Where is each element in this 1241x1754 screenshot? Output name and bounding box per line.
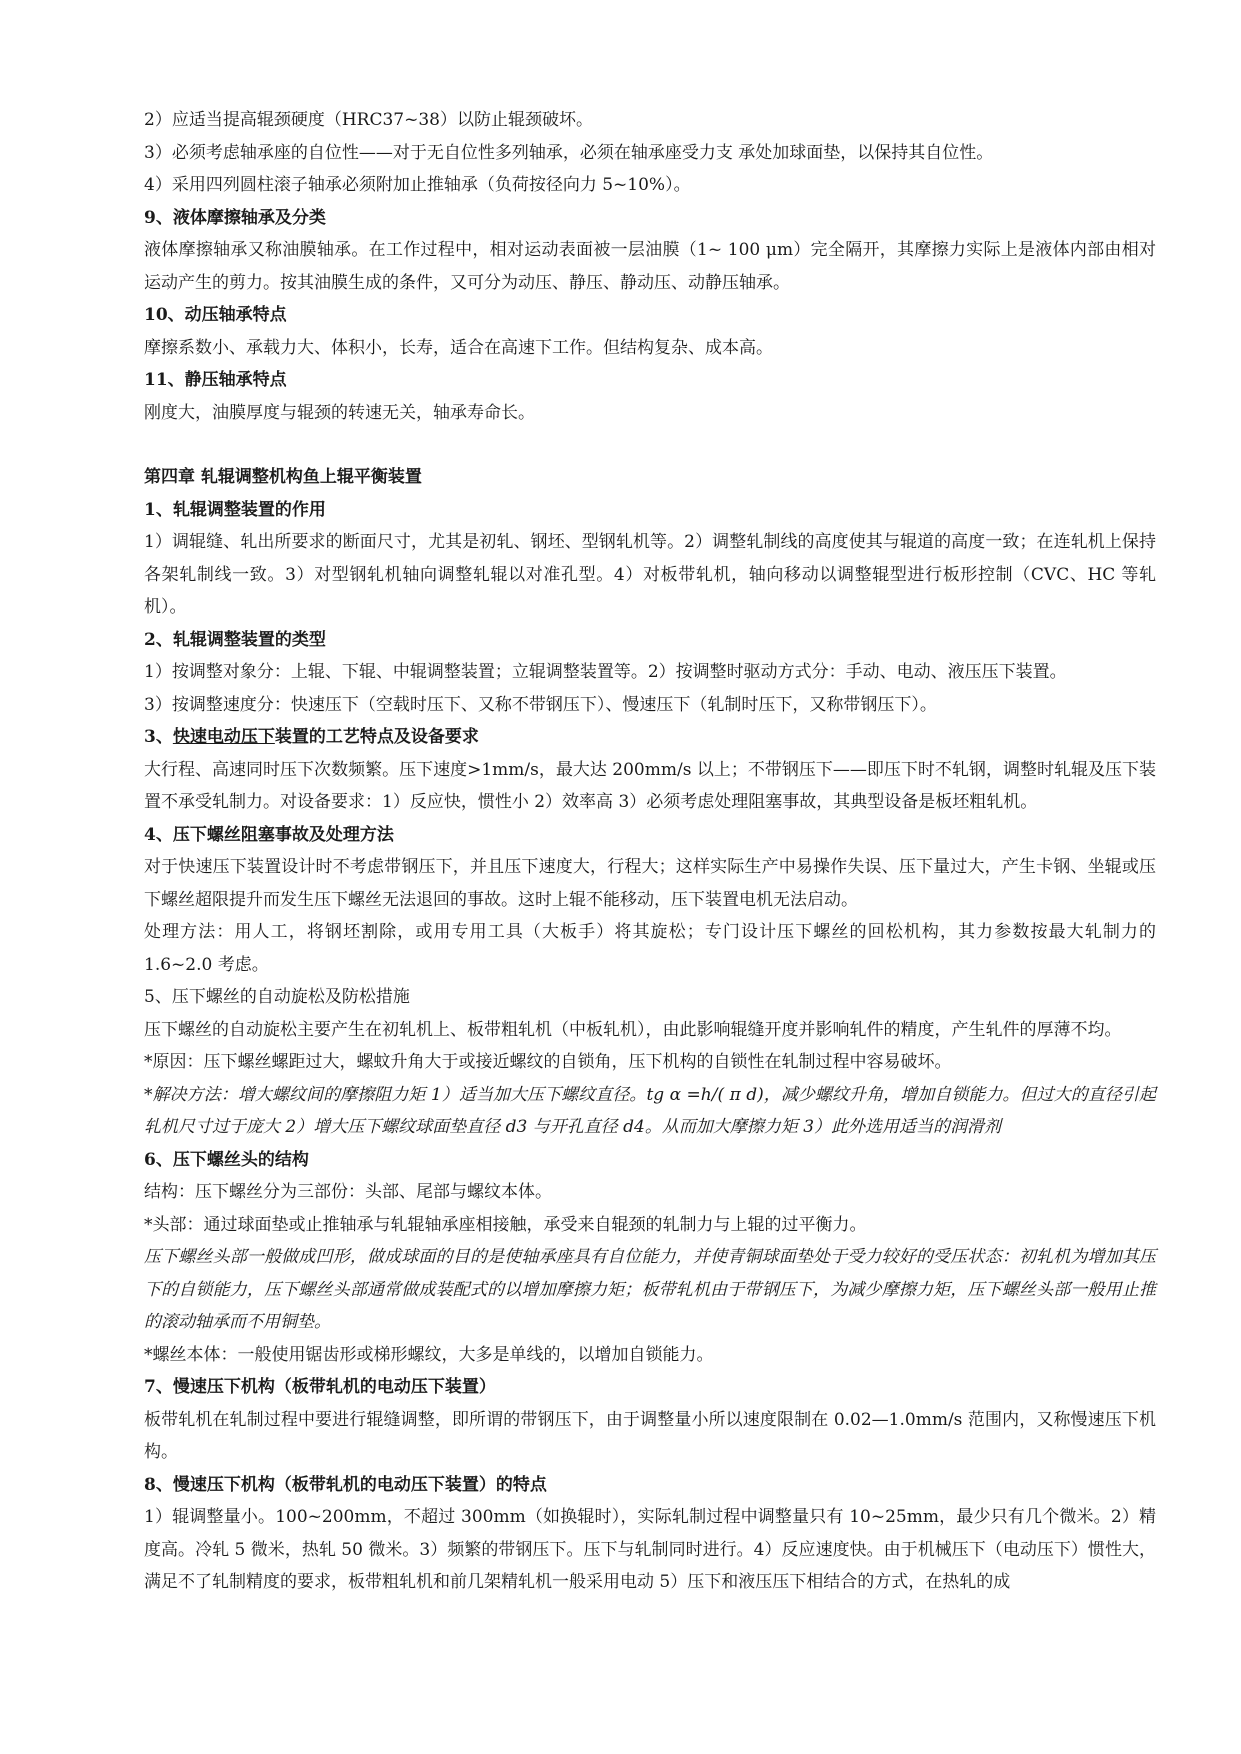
paragraph: 3）按调整速度分：快速压下（空载时压下、又称不带钢压下）、慢速压下（轧制时压下，又称带钢压下）。 (144, 694, 937, 715)
document-body (144, 104, 1156, 1599)
section-heading: 10、动压轴承特点 (144, 305, 287, 325)
paragraph: 结构：压下螺丝分为三部份：头部、尾部与螺纹本体。 (144, 1182, 552, 1202)
paragraph: 1）按调整对象分：上辊、下辊、中辊调整装置；立辊调整装置等。2）按调整时驱动方式分：手动、电动、液压压下装置。 (144, 662, 1067, 682)
section-heading: 8、慢速压下机构（板带轧机的电动压下装置）的特点 (144, 1474, 547, 1495)
paragraph: 对于快速压下装置设计时不考虑带钢压下，并且压下速度大，行程大；这样实际生产中易操作失误、压下量过大，产生卡钢、坐辊或压下螺丝超限提升而发生压下螺丝无法退回的事故。这时上辊不能移动，压下装置电机无法启动。 (144, 857, 1156, 910)
section-heading: 7、慢速压下机构（板带轧机的电动压下装置） (144, 1377, 496, 1397)
paragraph: 板带轧机在轧制过程中要进行辊缝调整，即所谓的带钢压下，由于调整量小所以速度限制在 0.02—1.0mm/s 范围内，又称慢速压下机构。 (144, 1409, 1156, 1462)
paragraph: *头部：通过球面垫或止推轴承与轧辊轴承座相接触，承受来自辊颈的轧制力与上辊的过平衡力。 (144, 1214, 867, 1235)
paragraph: 1）调辊缝、轧出所要求的断面尺寸，尤其是初轧、钢坯、型钢轧机等。2）调整轧制线的高度使其与辊道的高度一致；在连轧机上保持各架轧制线一致。3）对型钢轧机轴向调整轧辊以对准孔型。4）对板带轧机，轴向移动以调整辊型进行板形控制（CVC、HC 等轧机）。 (144, 532, 1156, 617)
paragraph: 摩擦系数小、承载力大、体积小，长寿，适合在高速下工作。但结构复杂、成本高。 (144, 337, 773, 358)
section-heading: 9、液体摩擦轴承及分类 (144, 207, 326, 228)
heading-rest: 装置的工艺特点及设备要求 (274, 727, 479, 747)
paragraph-italic: *解决方法：增大螺纹间的摩擦阻力矩 1）适当加大压下螺纹直径。tg α =h/( π d)，减少螺纹升角，增加自锁能力。但过大的直径引起轧机尺寸过于庞大 2）增大压下螺纹球面垫直径 d3 与开孔直径 d4。从而加大摩擦力矩 3）此外选用适当的润滑剂 (144, 1084, 1156, 1137)
section-heading: 1、轧辊调整装置的作用 (144, 499, 326, 520)
paragraph: 大行程、高速同时压下次数频繁。压下速度>1mm/s，最大达 200mm/s 以上；不带钢压下——即压下时不轧钢，调整时轧辊及压下装置不承受轧制力。对设备要求：1）反应快，惯性小 2）效率高 3）必须考虑处理阻塞事故，其典型设备是板坯粗轧机。 (144, 759, 1156, 812)
paragraph: 1）辊调整量小。100~200mm，不超过 300mm（如换辊时），实际轧制过程中调整量只有 10~25mm，最少只有几个微米。2）精度高。冷轧 5 微米，热轧 50 微米。3）频繁的带钢压下。压下与轧制同时进行。4）反应速度快。由于机械压下（电动压下）惯性大，满足不了轧制精度的要求，板带粗轧机和前几架精轧机一般采用电动 5）压下和液压压下相结合的方式，在热轧的成 (144, 1507, 1156, 1592)
paragraph: 处理方法：用人工，将钢坯割除，或用专用工具（大板手）将其旋松；专门设计压下螺丝的回松机构，其力参数按最大轧制力的 1.6~2.0 考虑。 (144, 922, 1156, 975)
paragraph: 3）必须考虑轴承座的自位性——对于无自位性多列轴承，必须在轴承座受力支 承处加球面垫，以保持其自位性。 (144, 142, 994, 163)
paragraph: *螺丝本体：一般使用锯齿形或梯形螺纹，大多是单线的，以增加自锁能力。 (144, 1344, 714, 1365)
paragraph: 2）应适当提高辊颈硬度（HRC37~38）以防止辊颈破坏。 (144, 110, 593, 130)
paragraph: 4）采用四列圆柱滚子轴承必须附加止推轴承（负荷按径向力 5~10%）。 (144, 175, 691, 195)
paragraph: 刚度大，油膜厚度与辊颈的转速无关，轴承寿命长。 (144, 402, 535, 423)
heading-number: 3、 (144, 727, 173, 747)
section-heading: 11、静压轴承特点 (144, 370, 287, 390)
chapter-title: 第四章 轧辊调整机构鱼上辊平衡装置 (144, 467, 422, 487)
section-heading: 4、压下螺丝阻塞事故及处理方法 (144, 824, 394, 845)
section-heading (144, 721, 1156, 754)
underlined-term: 快速电动压下 (172, 727, 275, 747)
paragraph-italic: 压下螺丝头部一般做成凹形，做成球面的目的是使轴承座具有自位能力，并使青铜球面垫处于受力较好的受压状态：初轧机为增加其压下的自锁能力，压下螺丝头部通常做成装配式的以增加摩擦力矩；板带轧机由于带钢压下，为减少摩擦力矩，压下螺丝头部一般用止推的滚动轴承而不用铜垫。 (144, 1247, 1156, 1332)
paragraph: *原因：压下螺丝螺距过大，螺蚊升角大于或接近螺纹的自锁角，压下机构的自锁性在轧制过程中容易破坏。 (144, 1052, 952, 1072)
paragraph: 压下螺丝的自动旋松主要产生在初轧机上、板带粗轧机（中板轧机），由此影响辊缝开度并影响轧件的精度，产生轧件的厚薄不均。 (144, 1019, 1122, 1040)
section-heading: 2、轧辊调整装置的类型 (144, 629, 326, 650)
subsection-heading: 5、压下螺丝的自动旋松及防松措施 (144, 987, 410, 1007)
section-heading: 6、压下螺丝头的结构 (144, 1149, 309, 1170)
paragraph: 液体摩擦轴承又称油膜轴承。在工作过程中，相对运动表面被一层油膜（1~ 100 μm）完全隔开，其摩擦力实际上是液体内部由相对运动产生的剪力。按其油膜生成的条件，又可分为动压、静压、静动压、动静压轴承。 (144, 240, 1156, 293)
